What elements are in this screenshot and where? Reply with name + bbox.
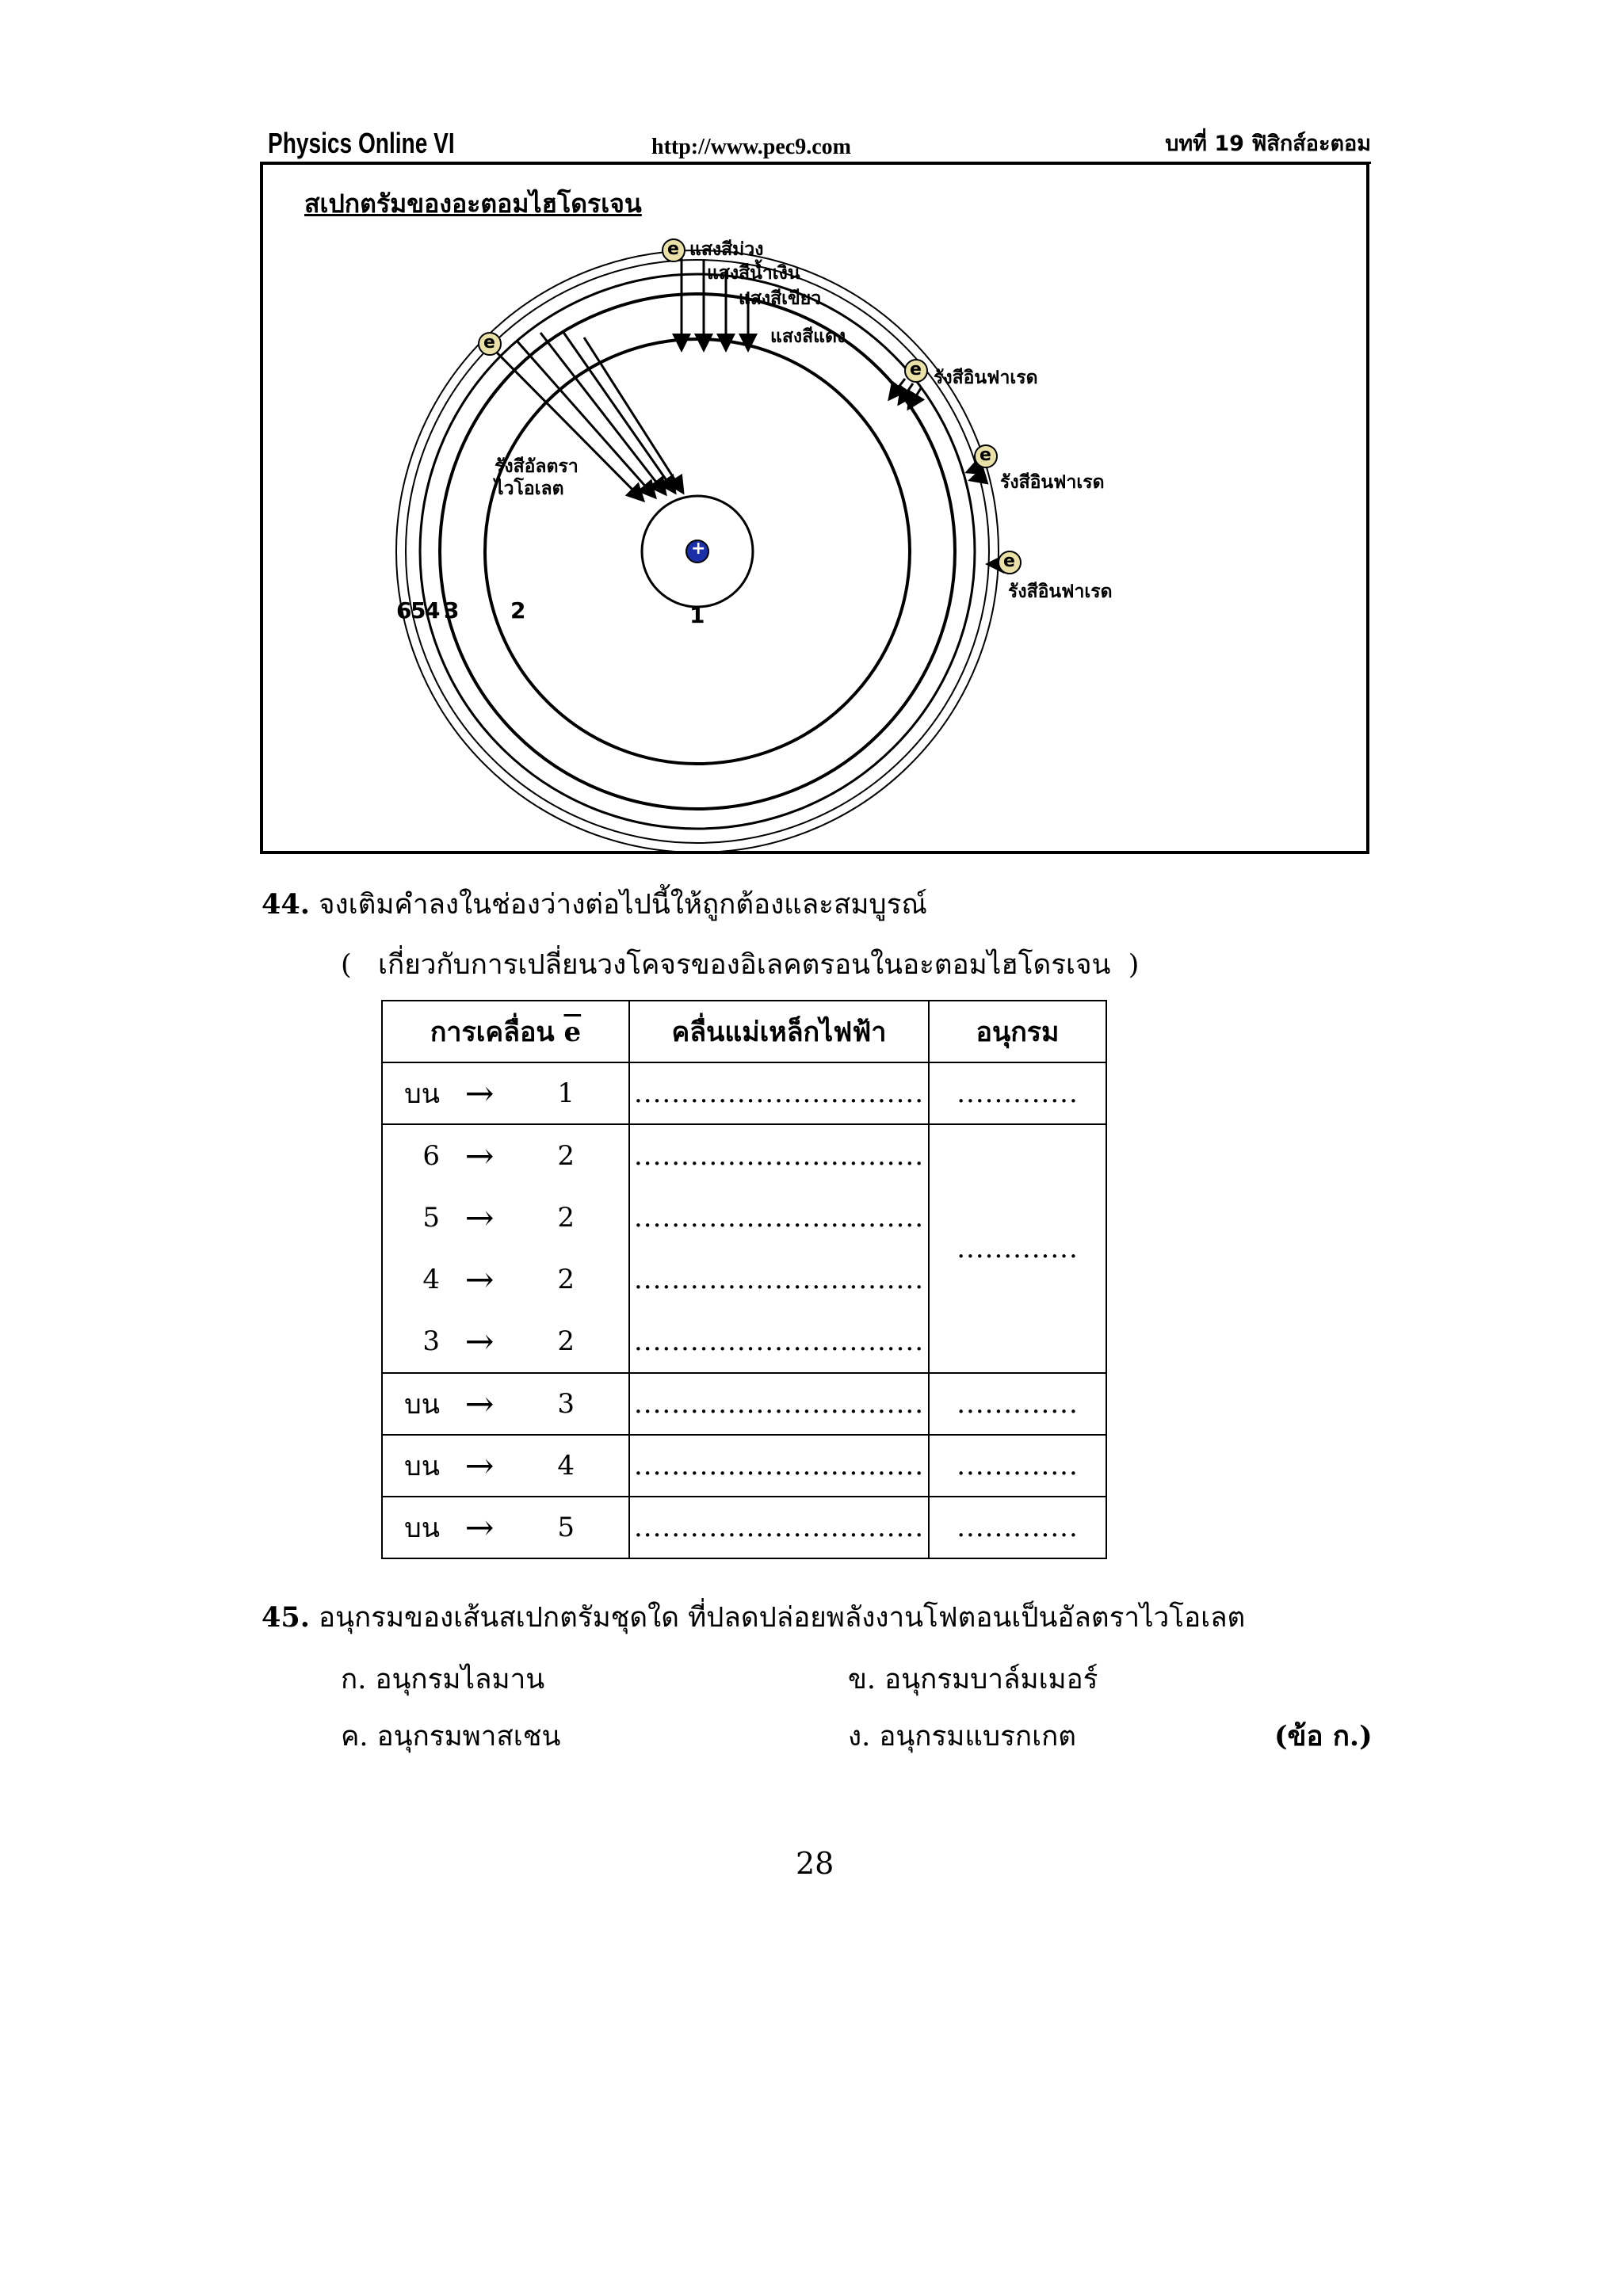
blank-series[interactable]: ............. [957, 1388, 1079, 1420]
answer-key: (ข้อ ก.) [1274, 1720, 1373, 1753]
question-45 [262, 1596, 1245, 1639]
electron-label: e [980, 445, 991, 465]
arrow-icon: → [464, 1197, 495, 1238]
electron-label: e [910, 360, 922, 379]
blank-series[interactable]: ............. [957, 1077, 1079, 1109]
electron-label: e [667, 239, 679, 259]
blank-em-wave[interactable]: ............................... [633, 1264, 925, 1295]
electron-label: e [1003, 551, 1015, 571]
header-em-wave: คลื่นแม่เหล็กไฟฟ้า [629, 1001, 929, 1062]
arrow-icon: → [464, 1073, 495, 1114]
label-infrared-paschen: รังสีอินฟาเรด [934, 368, 1038, 388]
header-chapter: บทที่ 19 ฟิสิกส์อะตอม [1165, 132, 1371, 156]
question-44-note [341, 943, 1139, 986]
label-ultraviolet-2: ไวโอเลต [495, 479, 564, 499]
choice-d[interactable]: ง. อนุกรมแบรกเกต [848, 1721, 1076, 1753]
label-infrared-pfund: รังสีอินฟาเรด [1008, 582, 1113, 602]
blank-series[interactable]: ............. [957, 1450, 1079, 1482]
choice-a[interactable]: ก. อนุกรมไลมาน [341, 1664, 545, 1695]
header-transition: การเคลื่อน $\overline{e}$ [382, 1001, 629, 1062]
arrow-icon: → [464, 1507, 495, 1548]
blank-series[interactable]: ............. [957, 1512, 1079, 1543]
arrow-icon: → [464, 1259, 495, 1300]
label-red: แสงสีแดง [770, 326, 846, 347]
orbit-number-2: 2 [510, 597, 526, 624]
question-44 [262, 883, 927, 926]
electron-label: e [483, 333, 495, 353]
table-header [382, 1001, 1106, 1062]
blank-em-wave[interactable]: ............................... [633, 1388, 925, 1420]
table-row-group: 6 → 2 5 → 2 4 → 2 3 → 2 ............................... ............................... ............................... ............................... ............. [382, 1124, 1106, 1373]
label-ultraviolet-1: รังสีอัลตรา [495, 456, 579, 477]
label-violet: แสงสีม่วง [689, 239, 764, 260]
orbit-number-1: 1 [689, 602, 705, 628]
nucleus-label: + [691, 539, 706, 559]
paren-close: ) [1128, 949, 1140, 981]
header-series: อนุกรม [929, 1001, 1106, 1062]
figure-title: สเปกตรัมของอะตอมไฮโดรเจน [304, 189, 642, 219]
question-number: 44. [262, 888, 310, 921]
choice-b[interactable]: ข. อนุกรมบาล์มเมอร์ [848, 1664, 1098, 1695]
page-number: 28 [796, 1846, 834, 1881]
blank-em-wave[interactable]: ............................... [633, 1450, 925, 1482]
paren-open: ( [341, 949, 352, 981]
orbit-number-3: 3 [444, 597, 460, 624]
question-text: จงเติมคำลงในช่องว่างต่อไปนี้ให้ถูกต้องและสมบูรณ์ [319, 889, 927, 921]
atom-diagram [263, 165, 1366, 851]
arrow-icon: → [464, 1135, 495, 1177]
orbit-number-4: 4 [425, 597, 441, 624]
blank-em-wave[interactable]: ............................... [633, 1202, 925, 1234]
table-row: บน → 1 ............................... ............. [382, 1062, 1106, 1124]
blank-em-wave[interactable]: ............................... [633, 1140, 925, 1172]
choice-c[interactable]: ค. อนุกรมพาสเชน [341, 1721, 561, 1753]
blank-em-wave[interactable]: ............................... [633, 1512, 925, 1543]
brackett-arrows [967, 466, 986, 480]
page-header [268, 127, 1371, 164]
table-row: บน → 4 ............................... ............. [382, 1435, 1106, 1497]
question-text: อนุกรมของเส้นสเปกตรัมชุดใด ที่ปลดปล่อยพลังงานโฟตอนเป็นอัลตราไวโอเลต [319, 1602, 1246, 1634]
question-number: 45. [262, 1601, 310, 1634]
blank-em-wave[interactable]: ............................... [633, 1077, 925, 1109]
header-title: Physics Online VI [268, 127, 455, 159]
note-text: เกี่ยวกับการเปลี่ยนวงโคจรของอิเลคตรอนในอะตอมไฮโดรเจน [378, 949, 1111, 981]
header-url[interactable]: http://www.pec9.com [651, 135, 851, 159]
arrow-icon: → [464, 1445, 495, 1486]
label-infrared-brackett: รังสีอินฟาเรด [1000, 472, 1105, 493]
label-green: แสงสีเขียว [739, 288, 822, 309]
arrow-icon: → [464, 1321, 495, 1362]
orbit-number-5: 5 [411, 597, 426, 624]
orbit-number-6: 6 [396, 597, 412, 624]
header-electron: $\overline{e}$ [563, 1016, 582, 1048]
table-row: บน → 5 ............................... ............. [382, 1497, 1106, 1558]
label-blue: แสงสีน้ำเงิน [707, 263, 800, 284]
blank-series[interactable]: ............. [957, 1233, 1079, 1264]
arrow-icon: → [464, 1383, 495, 1425]
hydrogen-spectrum-figure [260, 162, 1369, 854]
blank-em-wave[interactable]: ............................... [633, 1325, 925, 1357]
table-row: บน → 3 ............................... ............. [382, 1373, 1106, 1435]
transition-table [381, 1000, 1107, 1559]
